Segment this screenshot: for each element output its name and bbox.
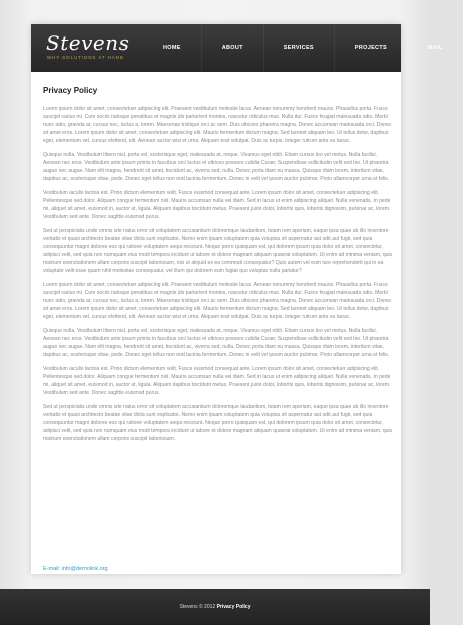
policy-paragraph: Quisque nulla. Vestibulum libero nisl, porta vel, scelerisque eget, malesuada at, neque. Vivamus eget nibh. Etiam cursus leo vel metus. Nulla facilisi. Aenean nec eros. Vestibulum ante ipsum primis in faucibus orci luctus et ultrices posuere cubilia Curae; Suspendisse sollicitudin velit sed leo. Ut pharetra augue nec augue. Nam elit magna, hendrerit sit amet, tincidunt ac, viverra sed, nulla. Donec porta diam eu massa. Quisque diam lorem, interdum vitae, dapibus ac, scelerisque vitae, pede. Donec eget tellus non erat lacinia fermentum. Donec in velit vel ipsum auctor pulvinar. Proin ullamcorper urna et felis. <box>43 328 390 358</box>
main-nav <box>143 24 463 99</box>
policy-paragraph: Quisque nulla. Vestibulum libero nisl, porta vel, scelerisque eget, malesuada at, neque. Vivamus eget nibh. Etiam cursus leo vel metus. Nulla facilisi. Aenean nec eros. Vestibulum ante ipsum primis in faucibus orci luctus et ultrices posuere cubilia Curae; Suspendisse sollicitudin velit sed leo. Ut pharetra augue nec augue. Nam elit magna, hendrerit sit amet, tincidunt ac, viverra sed, nulla. Donec porta diam eu massa. Quisque diam lorem, interdum vitae, dapibus ac, scelerisque vitae, pede. Donec eget tellus non erat lacinia fermentum. Donec in velit vel ipsum auctor pulvinar. Proin ullamcorper urna et felis. <box>43 152 390 182</box>
policy-paragraph: Lorem ipsum dolor sit amet, consectetuer adipiscing elit. Praesent vestibulum molestie lacus. Aenean nonummy hendrerit mauris. Phasellus porta. Fusce suscipit varius mi. Cum sociis natoque penatibus et magnis dis parturient montes, nascetur ridiculus mus. Nulla dui. Fusce feugiat malesuada odio. Morbi nunc odio, gravida at, cursus nec, luctus a, lorem. Maecenas tristique orci ac sem. Duis ultricies pharetra magna. Donec accumsan malesuada orci. Donec sit amet eros. Lorem ipsum dolor sit amet, consectetuer adipiscing elit. Mauris fermentum dictum magna. Sed laoreet aliquam leo. Ut tellus dolor, dapibus eget, elementum vel, cursus eleifend, elit. Aenean auctor wisi et urna. Aliquam erat volutpat. Duis ac turpis. Integer rutrum ante eu lacus. <box>43 106 392 144</box>
nav-mail[interactable]: MAIL <box>407 24 463 72</box>
site-footer <box>0 589 430 625</box>
policy-paragraph: Vestibulum iaculis lacinia est. Proin dictum elementum velit. Fusce euismod consequat ante. Lorem ipsum dolor sit amet, consectetuer adipiscing elit. Pellentesque sed dolor. Aliquam congue fermentum nisl. Mauris accumsan nulla vel diam. Sed in lacus ut enim adipiscing aliquet. Nulla venenatis. In pede mi, aliquet sit amet, euismod in, auctor ut, ligula. Aliquam dapibus tincidunt metus. Praesent justo dolor, lobortis quis, lobortis dignissim, pulvinar ac, lorem. Vestibulum sed ante. Donec sagittis euismod purus. <box>43 366 391 396</box>
policy-paragraph: Vestibulum iaculis lacinia est. Proin dictum elementum velit. Fusce euismod consequat ante. Lorem ipsum dolor sit amet, consectetuer adipiscing elit. Pellentesque sed dolor. Aliquam congue fermentum nisl. Mauris accumsan nulla vel diam. Sed in lacus ut enim adipiscing aliquet. Nulla venenatis. In pede mi, aliquet sit amet, euismod in, auctor ut, ligula. Aliquam dapibus tincidunt metus. Praesent justo dolor, lobortis quis, lobortis dignissim, pulvinar ac, lorem. Vestibulum sed ante. Donec sagittis euismod purus. <box>43 190 391 220</box>
site-tagline: WHY SOLUTIONS AT HAND <box>47 55 124 60</box>
page-container <box>31 24 443 574</box>
policy-paragraph: Sed ut perspiciatis unde omnis iste natus error sit voluptatem accusantium doloremque laudantium, totam rem aperiam, eaque ipsa quae ab illo inventore veritatis et quasi architecto beatae vitae dicta sunt explicabo. Nemo enim ipsam voluptatem quia voluptas sit aspernatur aut odit aut fugit, sed quia consequuntur magni dolores eos qui ratione voluptatem sequi nesciunt. Neque porro quisquam est, qui dolorem ipsum quia dolor sit amet, consectetur, adipisci velit, sed quia non numquam eius modi tempora incidunt ut labore et dolore magnam aliquam quaerat voluptatem. Ut enim ad minima veniam, quis nostrum exercitationem ullam corporis suscipit laboriosam. <box>43 404 393 442</box>
page-title: Privacy Policy <box>43 86 98 95</box>
nav-home[interactable]: HOME <box>163 45 181 51</box>
nav-about-us[interactable]: ABOUT US <box>201 24 263 72</box>
footer-copyright: © 2012 <box>198 604 216 610</box>
main-content <box>43 86 393 449</box>
footer-brand: Stevens <box>179 604 198 610</box>
nav-projects[interactable]: PROJECTS <box>334 24 407 72</box>
policy-paragraph: Lorem ipsum dolor sit amet, consectetuer adipiscing elit. Praesent vestibulum molestie lacus. Aenean nonummy hendrerit mauris. Phasellus porta. Fusce suscipit varius mi. Cum sociis natoque penatibus et magnis dis parturient montes, nascetur ridiculus mus. Nulla dui. Fusce feugiat malesuada odio. Morbi nunc odio, gravida at, cursus nec, luctus a, lorem. Maecenas tristique orci ac sem. Duis ultricies pharetra magna. Donec accumsan malesuada orci. Donec sit amet eros. Lorem ipsum dolor sit amet, consectetuer adipiscing elit. Mauris fermentum dictum magna. Sed laoreet aliquam leo. Ut tellus dolor, dapibus eget, elementum vel, cursus eleifend, elit. Aenean auctor wisi et urna. Aliquam erat volutpat. Duis ac turpis. Integer rutrum ante eu lacus. <box>43 282 392 320</box>
nav-services[interactable]: SERVICES <box>263 24 334 72</box>
site-logo[interactable]: Stevens <box>46 31 130 55</box>
contact-email-link[interactable]: E-mail: info@demolink.org <box>43 566 108 572</box>
policy-paragraph: Sed ut perspiciatis unde omnis iste natus error sit voluptatem accusantium doloremque laudantium, totam rem aperiam, eaque ipsa quae ab illo inventore veritatis et quasi architecto beatae vitae dicta sunt explicabo. Nemo enim ipsam voluptatem quia voluptas sit aspernatur aut odit aut fugit, sed quia consequuntur magni dolores eos qui ratione voluptatem sequi nesciunt. Neque porro quisquam est, qui dolorem ipsum quia dolor sit amet, consectetur, adipisci velit, sed quia non numquam eius modi tempora incidunt ut labore et dolore magnam aliquam quaerat voluptatem. Ut enim ad minima veniam, quis nostrum exercitationem ullam corporis suscipit laboriosam, nisi ut aliquid ex ea commodi consequatur? Quis autem vel eum iure reprehenderit qui in ea voluptate velit esse quam nihil molestiae consequatur, vel illum qui dolorem eum fugiat quo voluptas nulla pariatur? <box>43 228 393 274</box>
footer-privacy-link[interactable]: Privacy Policy <box>216 604 251 610</box>
